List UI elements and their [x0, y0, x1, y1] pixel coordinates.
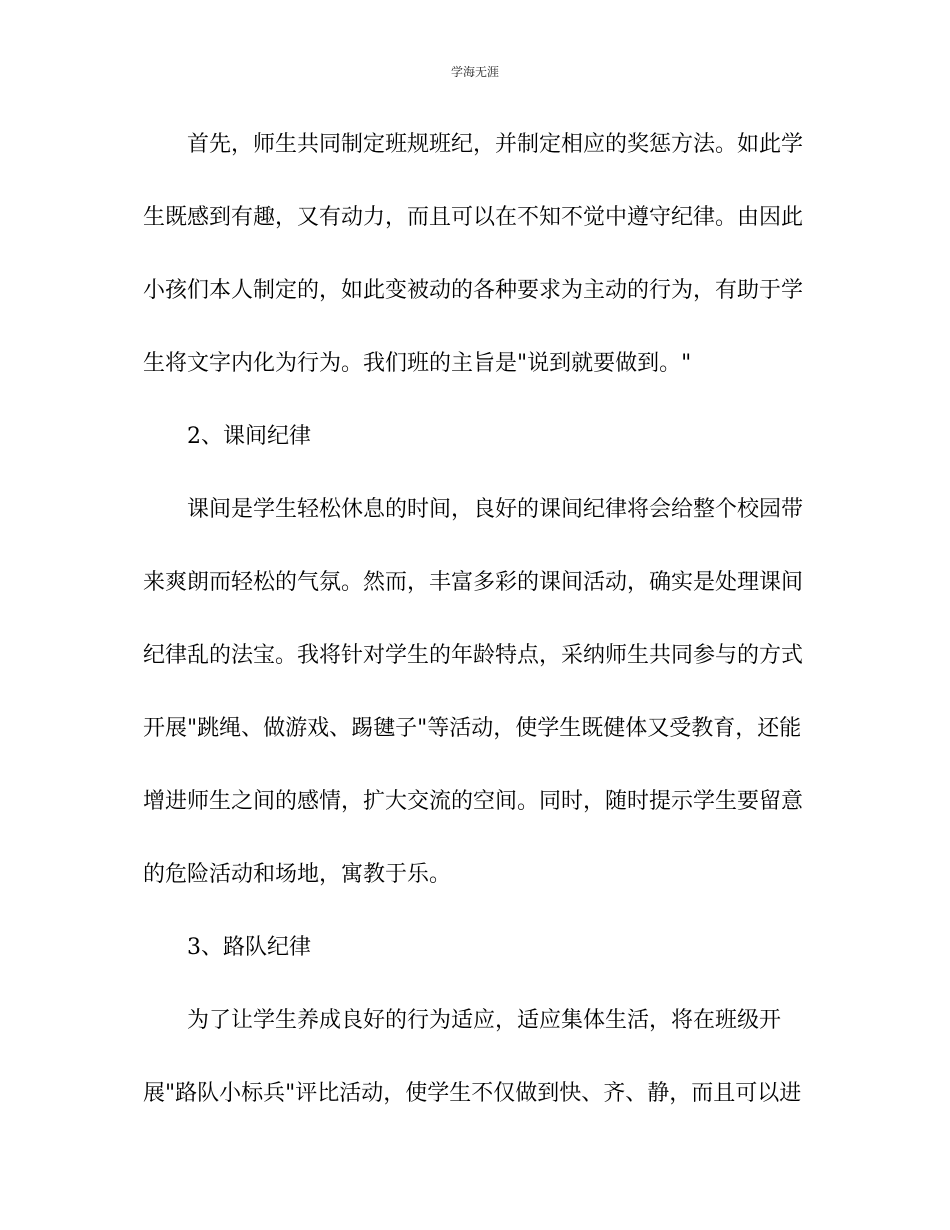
paragraph-line: 生将文字内化为行为。我们班的主旨是"说到就要做到。" [143, 351, 692, 376]
paragraph-line: 为了让学生养成良好的行为适应，适应集体生活，将在班级开 [187, 1008, 782, 1033]
section-heading: 3、路队纪律 [187, 935, 311, 960]
paragraph-line: 首先，师生共同制定班规班纪，并制定相应的奖惩方法。如此学 [187, 132, 804, 157]
paragraph-line: 生既感到有趣，又有动力，而且可以在不知不觉中遵守纪律。由因此 [143, 205, 804, 230]
page-header: 学海无涯 [450, 65, 499, 79]
paragraph-line: 小孩们本人制定的，如此变被动的各种要求为主动的行为，有助于学 [143, 278, 804, 303]
paragraph-line: 纪律乱的法宝。我将针对学生的年龄特点，采纳师生共同参与的方式 [143, 643, 804, 668]
paragraph-line: 开展"跳绳、做游戏、踢毽子"等活动，使学生既健体又受教育，还能 [143, 716, 802, 741]
paragraph-line: 的危险活动和场地，寓教于乐。 [143, 862, 452, 887]
paragraph-line: 课间是学生轻松休息的时间，良好的课间纪律将会给整个校园带 [187, 497, 804, 522]
section-heading: 2、课间纪律 [187, 424, 311, 449]
document-body [143, 128, 811, 1150]
paragraph-line: 展"路队小标兵"评比活动，使学生不仅做到快、齐、静，而且可以进 [143, 1081, 802, 1106]
paragraph-line: 增进师生之间的感情，扩大交流的空间。同时，随时提示学生要留意 [143, 789, 804, 814]
paragraph-line: 来爽朗而轻松的气氛。然而，丰富多彩的课间活动，确实是处理课间 [143, 570, 804, 595]
